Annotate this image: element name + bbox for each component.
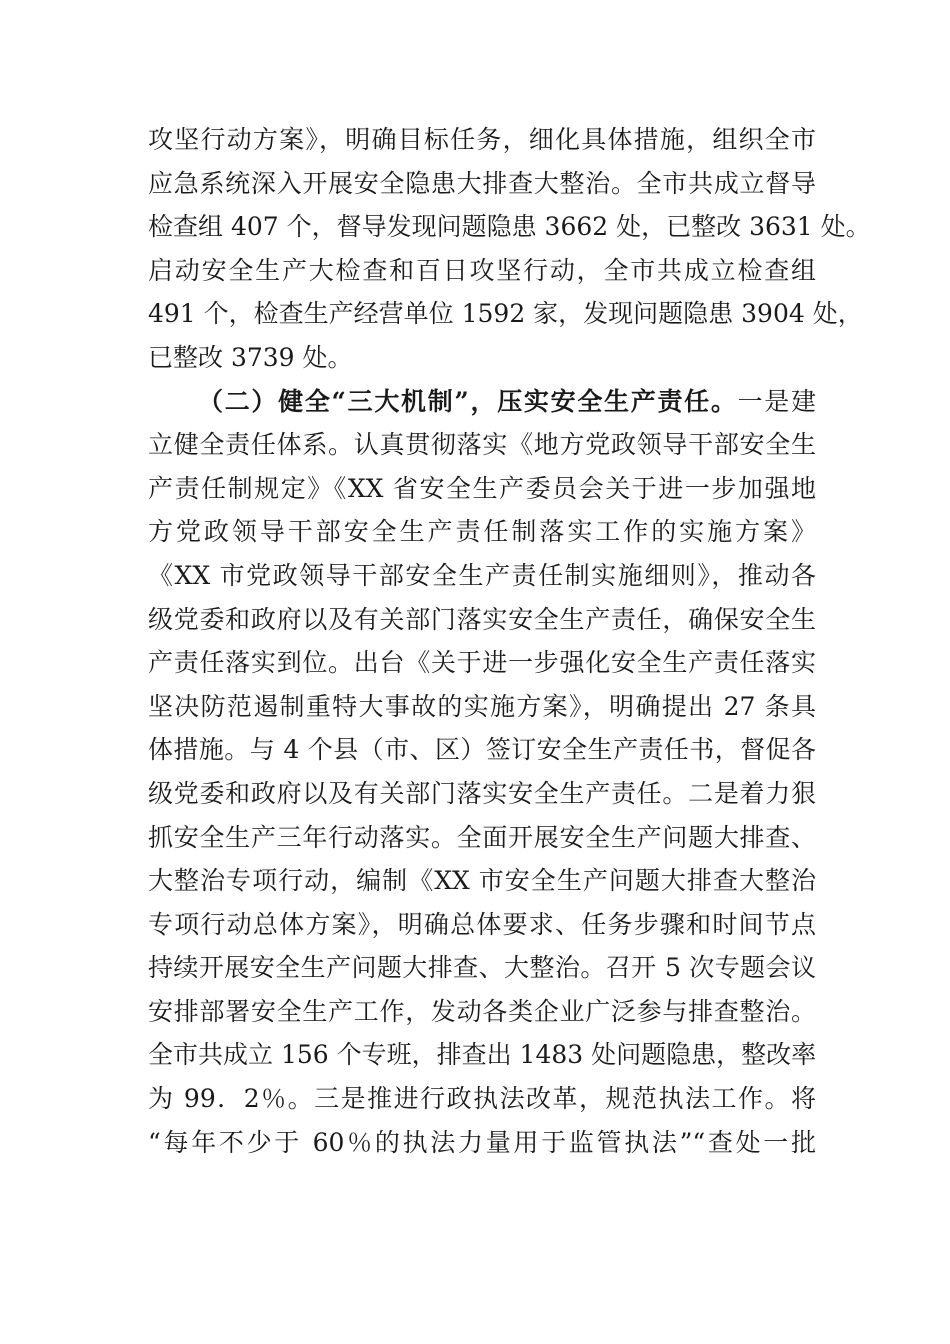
- paragraph1-line-3: 检查组 407 个，督导发现问题隐患 3662 处，已整改 3631 处。: [148, 212, 871, 242]
- paragraph2-line: 《XX 市党政领导干部安全生产责任制实施细则》，推动各: [148, 560, 816, 590]
- paragraph2-line: 抓安全生产三年行动落实。全面开展安全生产问题大排查、: [148, 822, 816, 852]
- paragraph1-line-2: 应急系统深入开展安全隐患大排查大整治。全市共成立督导: [148, 168, 816, 198]
- paragraph2-line: 级党委和政府以及有关部门落实安全生产责任，确保安全生: [148, 604, 816, 634]
- paragraph1-line-5: 491 个，检查生产经营单位 1592 家，发现问题隐患 3904 处，: [148, 299, 863, 329]
- section-heading: （二）健全“三大机制”，压实安全生产责任。: [198, 386, 738, 416]
- paragraph2-first-line: [148, 380, 816, 424]
- paragraph2-line: 产责任落实到位。出台《关于进一步强化安全生产责任落实: [148, 648, 816, 678]
- paragraph2-line: 坚决防范遏制重特大事故的实施方案》，明确提出 27 条具: [148, 691, 816, 721]
- paragraph1-line-1: 攻坚行动方案》，明确目标任务，细化具体措施，组织全市: [148, 125, 816, 154]
- paragraph2-line: 持续开展安全生产问题大排查、大整治。召开 5 次专题会议: [148, 953, 816, 983]
- paragraph2-line: 方党政领导干部安全生产责任制落实工作的实施方案》: [148, 517, 816, 547]
- paragraph2-first-line-text: 一是建: [737, 386, 816, 416]
- paragraph2-line: “每年不少于 60％的执法力量用于监管执法”“查处一批: [148, 1127, 816, 1157]
- document-body: [148, 118, 871, 1164]
- paragraph2-line: 级党委和政府以及有关部门落实安全生产责任。二是着力狠: [148, 778, 816, 808]
- paragraph2-line: 全市共成立 156 个专班，排查出 1483 处问题隐患，整改率: [148, 1040, 817, 1070]
- paragraph2-line: 大整治专项行动，编制《XX 市安全生产问题大排查大整治: [148, 866, 816, 896]
- paragraph2-line: 安排部署安全生产工作，发动各类企业广泛参与排查整治。: [148, 996, 816, 1026]
- paragraph1-line-6: 已整改 3739 处。: [148, 342, 353, 372]
- paragraph2-line: 为 99．2％。三是推进行政执法改革，规范执法工作。将: [148, 1084, 816, 1114]
- paragraph2-line: 立健全责任体系。认真贯彻落实《地方党政领导干部安全生: [148, 430, 816, 460]
- paragraph2-line: 体措施。与 4 个县（市、区）签订安全生产责任书，督促各: [148, 735, 816, 765]
- paragraph2-line: 产责任制规定》《XX 省安全生产委员会关于进一步加强地: [148, 473, 816, 503]
- paragraph2-line: 专项行动总体方案》，明确总体要求、任务步骤和时间节点: [148, 909, 816, 939]
- paragraph1-line-4: 启动安全生产大检查和百日攻坚行动，全市共成立检查组: [148, 255, 816, 285]
